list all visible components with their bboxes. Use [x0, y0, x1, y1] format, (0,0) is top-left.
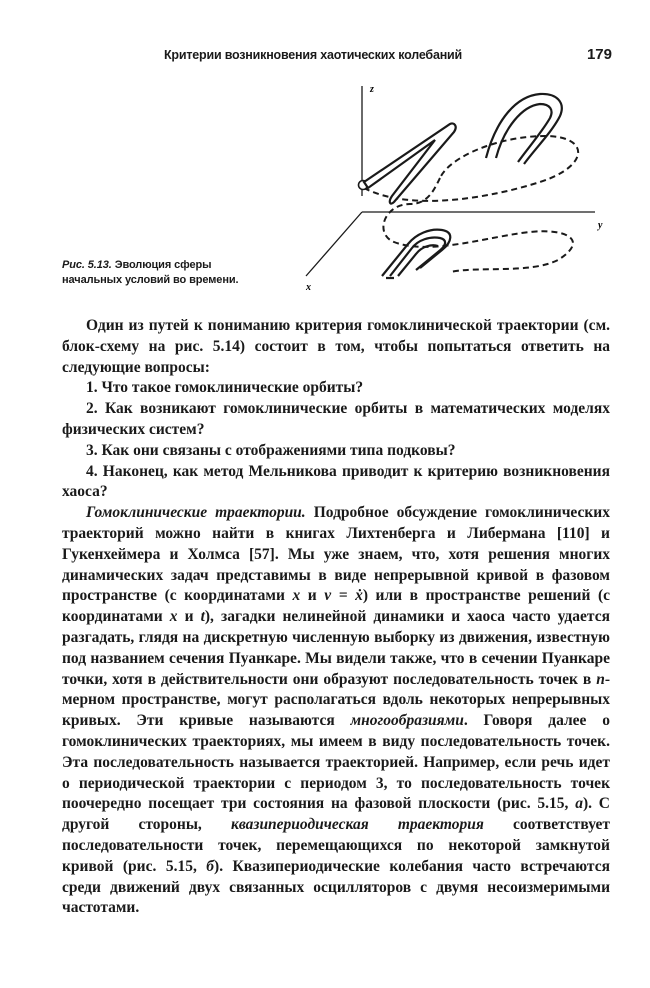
body-text [62, 316, 610, 919]
intro-paragraph: Один из путей к пониманию критерия гомоклинической траектории (см. блок-схему на рис. 5.14) состоит в том, чтобы попытаться ответить на следующие вопросы: [62, 317, 610, 376]
term-quasiperiodic: квазипериодическая траектория [230, 816, 484, 834]
question-1: 1. Что такое гомоклинические орбиты? [86, 379, 364, 397]
figure-caption [62, 258, 252, 288]
figure-5-13 [290, 80, 620, 298]
question-4: 4. Наконец, как метод Мельникова приводит к критерию возникновения хаоса? [62, 462, 610, 501]
paragraph-heading: Гомоклинические траектории. [86, 504, 306, 522]
z-axis-label: z [370, 84, 374, 95]
page-number: 179 [586, 46, 612, 63]
homoclinic-paragraph: Гомоклинические траектории. Подробное обсуждение гомоклинических траекторий можно найти в книгах Лихтенберга и Либермана [110] и Гукенхеймера и Холмса [57]. Мы уже знаем, что, хотя решения многих динамических задач представимы в виде непрерывной кривой в фазовом пространстве (с координатами x и v = ẋ) или в пространстве решений (с координатами x и t), загадки нелинейной динамики и хаоса часто удается разгадать, глядя на дискретную численную выборку из движения, известную под названием сечения Пуанкаре. Мы видели также, что в сечении Пуанкаре точки, хотя в действительности они образуют последовательность точек в n-мерном пространстве, могут располагаться вдоль некоторых непрерывных кривых. Эти кривые называются многообразиями. Говоря далее о гомоклинических траекториях, мы имеем в виду последовательность точек. Эта последовательность называется траекторией. Например, если речь идет о периодической траектории с периодом 3, то последовательность точек поочередно посещает три состояния на фазовой плоскости (рис. 5.15, а). С другой стороны, квазипериодическая траектория соответствует последовательности точек, перемещающихся по некоторой замкнутой кривой (рис. 5.15, б). Квазипериодические колебания часто встречаются среди движений двух связанных осцилляторов с двумя несоизмеримыми частотами. [62, 504, 611, 917]
x-axis [306, 212, 362, 276]
page-header [72, 44, 612, 68]
x-axis-label: x [306, 282, 311, 293]
lower-fold [382, 230, 450, 278]
folded-hook [486, 94, 562, 164]
running-title: Критерии возникновения хаотических колебаний [164, 48, 463, 62]
term-manifolds: многообразиями [350, 712, 464, 730]
stretched-blob [364, 123, 456, 203]
figure-caption-ref: Рис. 5.13. [62, 259, 112, 271]
y-axis-label: y [598, 220, 603, 231]
question-3: 3. Как они связаны с отображениями типа подковы? [86, 441, 456, 459]
figure-caption-text: Эволюция сферы начальных условий во времени. [62, 259, 239, 286]
question-2: 2. Как возникают гомоклинические орбиты в математических моделях физических систем? [62, 400, 610, 438]
dashed-trajectory [364, 136, 578, 272]
phase-space-diagram [290, 80, 620, 298]
